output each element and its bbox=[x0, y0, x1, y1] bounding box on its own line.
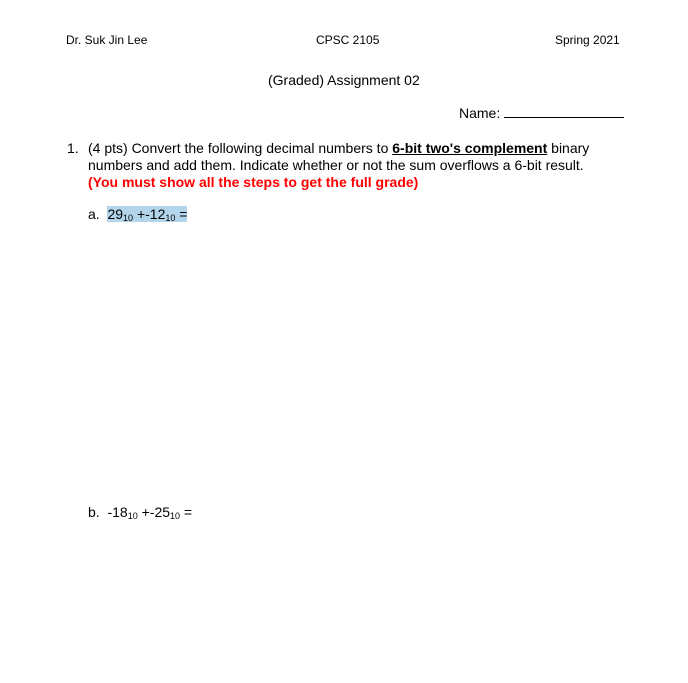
semester: Spring 2021 bbox=[555, 33, 620, 47]
question-number: 1. bbox=[67, 140, 79, 156]
name-blank-line bbox=[504, 105, 624, 118]
part-a bbox=[88, 206, 187, 223]
part-a-base-1: 10 bbox=[123, 213, 134, 223]
part-a-base-2: 10 bbox=[165, 213, 176, 223]
course-code: CPSC 2105 bbox=[316, 33, 380, 47]
key-term: 6-bit two's complement bbox=[392, 140, 548, 156]
question-after-term: binary bbox=[551, 140, 590, 156]
part-a-operand-2: -12 bbox=[145, 206, 166, 222]
part-a-plus: + bbox=[133, 206, 146, 222]
part-b-label: b. bbox=[88, 504, 100, 520]
name-field bbox=[459, 105, 624, 121]
question-warning: (You must show all the steps to get the full grade) bbox=[88, 174, 419, 190]
question-line-2: numbers and add them. Indicate whether or not the sum overflows a 6-bit result. bbox=[88, 157, 584, 173]
part-a-equals: = bbox=[175, 206, 188, 222]
part-b-plus: + bbox=[137, 504, 150, 520]
question-line-1 bbox=[88, 140, 589, 157]
name-label: Name: bbox=[459, 105, 501, 121]
question-points: (4 pts) Convert the following decimal numbers to bbox=[88, 140, 389, 156]
page-title: (Graded) Assignment 02 bbox=[268, 72, 420, 88]
part-b-operand-2: -25 bbox=[149, 504, 171, 520]
part-a-label: a. bbox=[88, 206, 100, 222]
part-b bbox=[88, 504, 192, 521]
part-b-base-1: 10 bbox=[127, 511, 138, 521]
instructor-name: Dr. Suk Jin Lee bbox=[66, 33, 148, 47]
part-a-operand-1: 29 bbox=[107, 206, 124, 222]
part-a-expression bbox=[107, 206, 187, 222]
part-b-operand-1: -18 bbox=[107, 504, 128, 520]
part-b-base-2: 10 bbox=[170, 511, 181, 521]
part-b-equals: = bbox=[180, 504, 193, 520]
